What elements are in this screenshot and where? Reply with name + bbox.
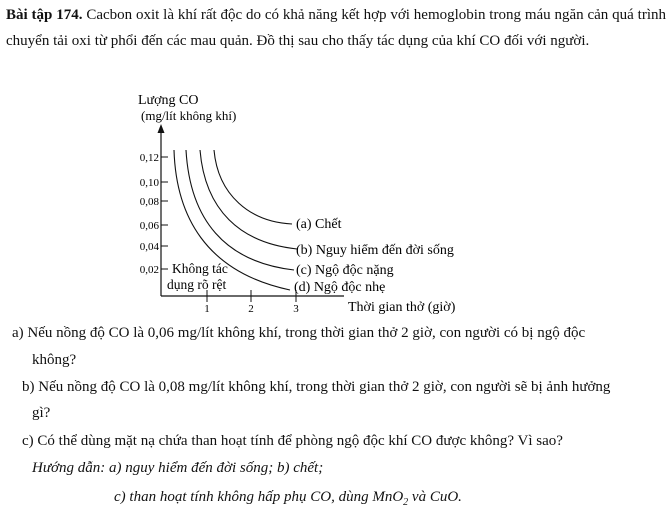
- question-a-line2: không?: [32, 352, 77, 368]
- x-tick-label: 1: [204, 303, 210, 315]
- y-axis-title-line2: (mg/lít không khí): [141, 108, 237, 123]
- y-axis-arrow: [158, 124, 165, 133]
- question-b-line1: b) Nếu nồng độ CO là 0,08 mg/lít không khí, trong thời gian thở 2 giờ, con người sẽ bị ảnh hưởng: [22, 379, 611, 395]
- y-tick-label: 0,04: [139, 241, 159, 253]
- no-effect-label-line2: dụng rõ rệt: [167, 277, 227, 292]
- curve-d-label: (d) Ngộ độc nhẹ: [294, 280, 386, 295]
- y-tick-label: 0,08: [139, 196, 159, 208]
- problem-intro: Cacbon oxit là khí rất độc do có khả năng kết hợp với hemoglobin trong máu ngăn cản quá trình chuyển tải oxi từ phổi đến các mau quản. Đồ thị sau cho thấy tác dụng của khí CO đối với người.: [6, 7, 666, 49]
- curve-c-label: (c) Ngộ độc nặng: [296, 263, 394, 278]
- y-tick-label: 0,02: [139, 264, 159, 276]
- x-axis-title: Thời gian thở (giờ): [348, 300, 456, 315]
- question-b-line2: gì?: [32, 405, 51, 421]
- y-ticks: [161, 157, 168, 269]
- guide-line2-text: c) than hoạt tính không hấp phụ CO, dùng MnO: [114, 489, 404, 505]
- curve-a-label: (a) Chết: [296, 217, 342, 232]
- y-tick-label: 0,12: [139, 152, 159, 164]
- curve-b: [200, 150, 297, 249]
- curve-b-label: (b) Nguy hiểm đến đời sống: [296, 243, 454, 258]
- y-tick-label: 0,06: [139, 220, 159, 232]
- x-tick-label: 3: [293, 303, 299, 315]
- guide-line2: [114, 484, 462, 516]
- question-a-line1: a) Nếu nồng độ CO là 0,06 mg/lít không khí, trong thời gian thở 2 giờ, con người có bị ngộ độc: [12, 325, 586, 341]
- guide-subscript: 2: [403, 497, 409, 508]
- y-tick-label: 0,10: [139, 177, 159, 189]
- guide-line2-end: và CuO.: [408, 489, 462, 505]
- question-c: c) Có thể dùng mặt nạ chứa than hoạt tính để phòng ngộ độc khí CO được không? Vì sao?: [22, 433, 563, 449]
- y-axis-title-line1: Lượng CO: [138, 93, 199, 108]
- x-tick-label: 2: [248, 303, 254, 315]
- guide-line1: Hướng dẫn: a) nguy hiểm đến đời sống; b) chết;: [32, 460, 324, 476]
- no-effect-label-line1: Không tác: [172, 261, 228, 276]
- curve-a: [214, 150, 292, 224]
- problem-number: Bài tập 174.: [6, 7, 83, 23]
